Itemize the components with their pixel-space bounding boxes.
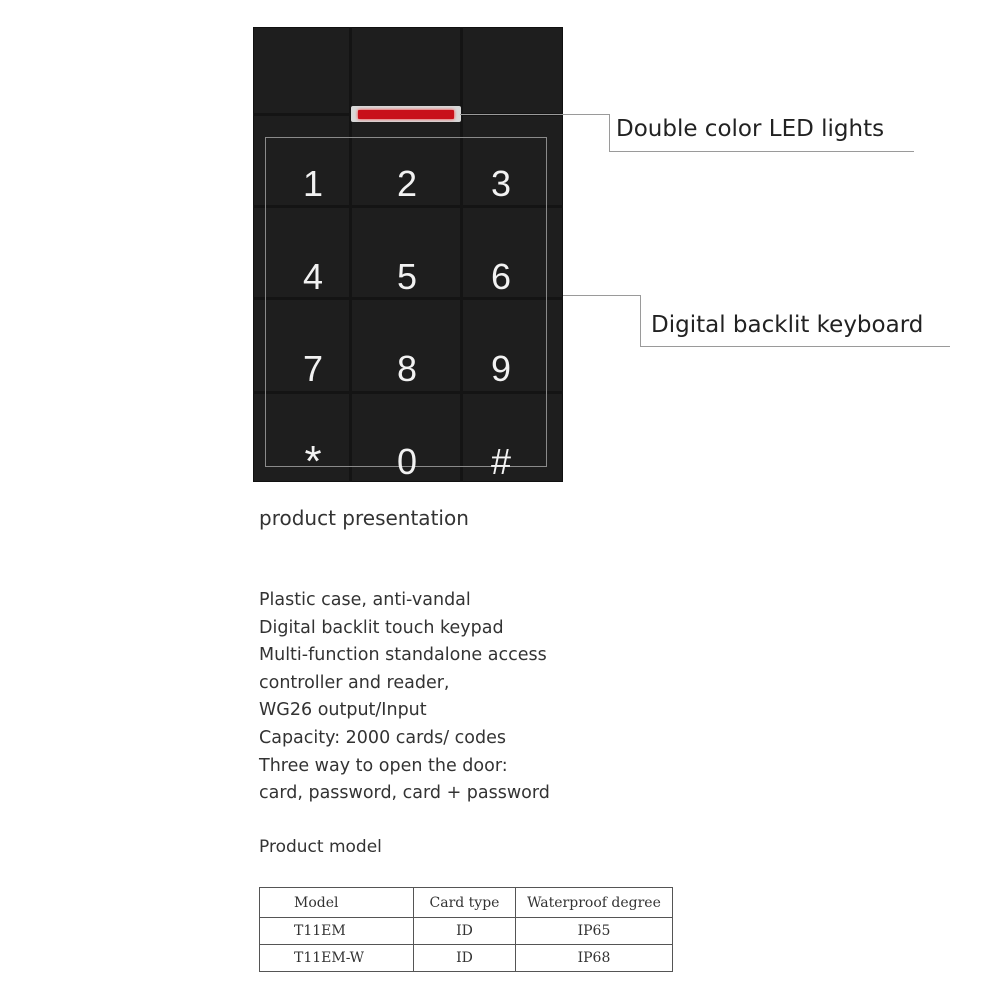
feature-list — [259, 587, 550, 808]
table-header-card-type: Card type — [414, 888, 516, 918]
key-4[interactable]: 4 — [302, 256, 324, 297]
key-6[interactable]: 6 — [490, 256, 512, 297]
feature-item: WG26 output/Input — [259, 700, 427, 721]
key-3[interactable]: 3 — [490, 163, 512, 204]
key-8[interactable]: 8 — [396, 348, 418, 389]
feature-item: Plastic case, anti-vandal — [259, 590, 471, 610]
table-row — [260, 918, 673, 945]
key-grid — [265, 137, 547, 486]
key-1[interactable]: 1 — [302, 163, 324, 204]
led-light — [358, 110, 454, 119]
led-callout-line — [460, 114, 610, 115]
feature-item: card, password, card + password — [259, 783, 550, 804]
keyboard-callout-line — [563, 295, 641, 296]
table-cell-model: T11EM — [260, 918, 414, 945]
table-cell-card-type: ID — [414, 945, 516, 972]
feature-item: controller and reader, — [259, 672, 450, 693]
section-heading: product presentation — [259, 506, 469, 530]
model-table — [259, 887, 673, 972]
model-heading: Product model — [259, 837, 382, 857]
led-callout-label: Double color LED lights — [616, 116, 885, 142]
feature-item: Capacity: 2000 cards/ codes — [259, 727, 506, 748]
key-2[interactable]: 2 — [396, 163, 418, 204]
feature-item: Multi-function standalone access — [259, 645, 547, 666]
keyboard-callout-label: Digital backlit keyboard — [651, 312, 924, 338]
keyboard-callout-line — [640, 346, 950, 347]
led-indicator — [351, 106, 461, 122]
table-header-model: Model — [260, 888, 414, 918]
led-callout-line — [609, 151, 914, 152]
led-callout-line — [609, 114, 610, 152]
table-cell-card-type: ID — [414, 918, 516, 945]
table-header-row — [260, 888, 673, 918]
keyboard-callout-line — [640, 295, 641, 347]
key-5[interactable]: 5 — [396, 256, 418, 297]
table-row — [260, 945, 673, 972]
table-cell-model: T11EM-W — [260, 945, 414, 972]
table-cell-waterproof: IP68 — [516, 945, 673, 972]
key-0[interactable]: 0 — [396, 441, 418, 482]
key-7[interactable]: 7 — [302, 348, 324, 389]
feature-item: Digital backlit touch keypad — [259, 617, 504, 638]
keypad-device — [253, 27, 563, 486]
key-hash[interactable]: # — [490, 441, 512, 482]
key-9[interactable]: 9 — [490, 348, 512, 389]
table-cell-waterproof: IP65 — [516, 918, 673, 945]
key-star[interactable]: * — [304, 437, 322, 486]
feature-item: Three way to open the door: — [259, 755, 508, 776]
table-header-waterproof: Waterproof degree — [516, 888, 673, 918]
